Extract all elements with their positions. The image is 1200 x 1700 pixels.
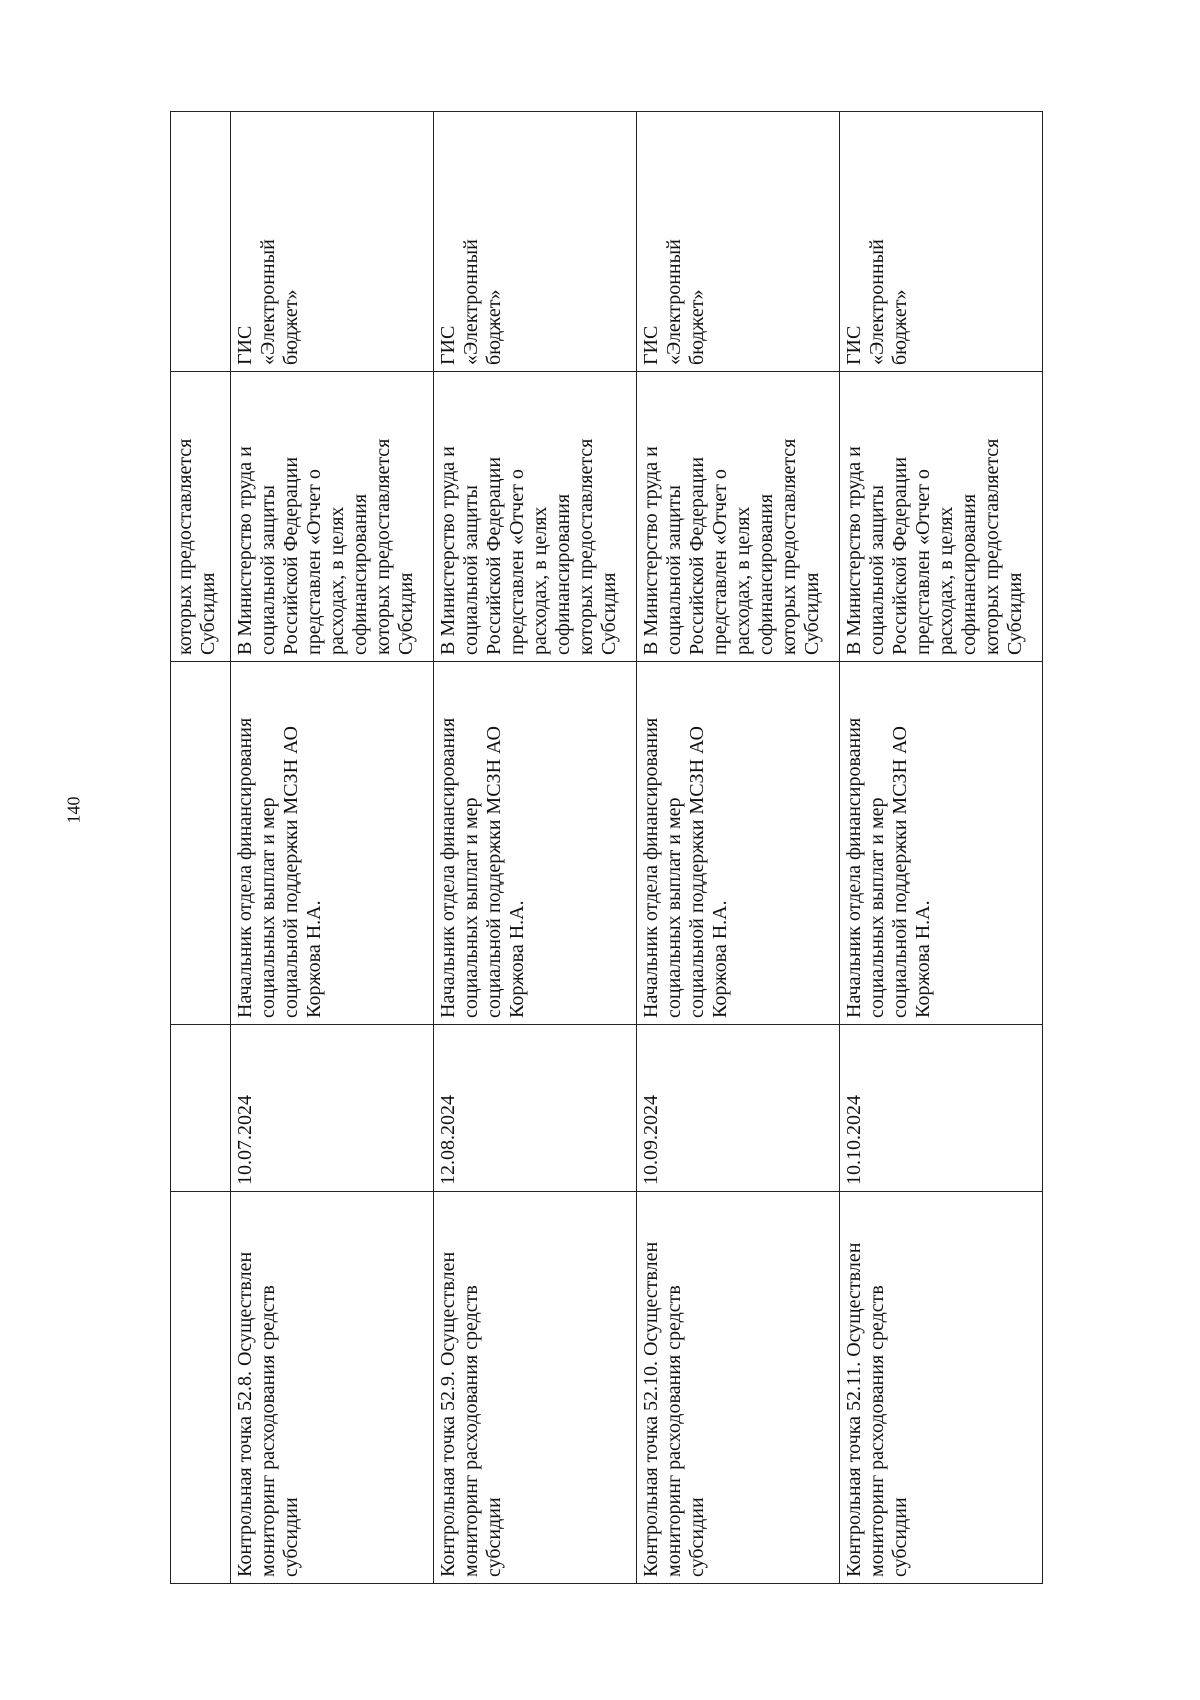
table-row bbox=[637, 112, 840, 1584]
system-cell: ГИС «Электронный бюджет» bbox=[637, 112, 840, 372]
table-row bbox=[434, 112, 637, 1584]
control-point-cell: Контрольная точка 52.9. Осуществлен мониторинг расходования средств субсидии bbox=[434, 1192, 637, 1584]
control-point-cell: Контрольная точка 52.11. Осуществлен мониторинг расходования средств субсидии bbox=[840, 1192, 1043, 1584]
table-row bbox=[231, 112, 434, 1584]
date-cell: 10.09.2024 bbox=[637, 1025, 840, 1192]
continuation-cell-point bbox=[171, 1192, 231, 1584]
system-cell: ГИС «Электронный бюджет» bbox=[231, 112, 434, 372]
date-cell: 12.08.2024 bbox=[434, 1025, 637, 1192]
page-number: 140 bbox=[63, 796, 84, 824]
result-cell: В Министерство труда и социальной защиты Российской Федерации представлен «Отчет о расходах, в целях софинансирования которых предоставляется Субсидия bbox=[637, 372, 840, 662]
date-cell: 10.07.2024 bbox=[231, 1025, 434, 1192]
continuation-cell-result: которых предоставляется Субсидия bbox=[171, 372, 231, 662]
result-cell: В Министерство труда и социальной защиты Российской Федерации представлен «Отчет о расходах, в целях софинансирования которых предоставляется Субсидия bbox=[840, 372, 1043, 662]
continuation-cell-responsible bbox=[171, 662, 231, 1025]
responsible-cell: Начальник отдела финансирования социальных выплат и мер социальной поддержки МСЗН АО Коржова Н.А. bbox=[434, 662, 637, 1025]
date-cell: 10.10.2024 bbox=[840, 1025, 1043, 1192]
result-cell: В Министерство труда и социальной защиты Российской Федерации представлен «Отчет о расходах, в целях софинансирования которых предоставляется Субсидия bbox=[434, 372, 637, 662]
system-cell: ГИС «Электронный бюджет» bbox=[840, 112, 1043, 372]
control-point-cell: Контрольная точка 52.8. Осуществлен мониторинг расходования средств субсидии bbox=[231, 1192, 434, 1584]
control-point-cell: Контрольная точка 52.10. Осуществлен мониторинг расходования средств субсидии bbox=[637, 1192, 840, 1584]
responsible-cell: Начальник отдела финансирования социальных выплат и мер социальной поддержки МСЗН АО Коржова Н.А. bbox=[231, 662, 434, 1025]
continuation-cell-system bbox=[171, 112, 231, 372]
table-row bbox=[840, 112, 1043, 1584]
responsible-cell: Начальник отдела финансирования социальных выплат и мер социальной поддержки МСЗН АО Коржова Н.А. bbox=[840, 662, 1043, 1025]
result-cell: В Министерство труда и социальной защиты Российской Федерации представлен «Отчет о расходах, в целях софинансирования которых предоставляется Субсидия bbox=[231, 372, 434, 662]
responsible-cell: Начальник отдела финансирования социальных выплат и мер социальной поддержки МСЗН АО Коржова Н.А. bbox=[637, 662, 840, 1025]
continuation-cell-date bbox=[171, 1025, 231, 1192]
control-points-table bbox=[170, 111, 1043, 1584]
system-cell: ГИС «Электронный бюджет» bbox=[434, 112, 637, 372]
rotated-table-container bbox=[170, 112, 1042, 1584]
continuation-row bbox=[171, 112, 231, 1584]
